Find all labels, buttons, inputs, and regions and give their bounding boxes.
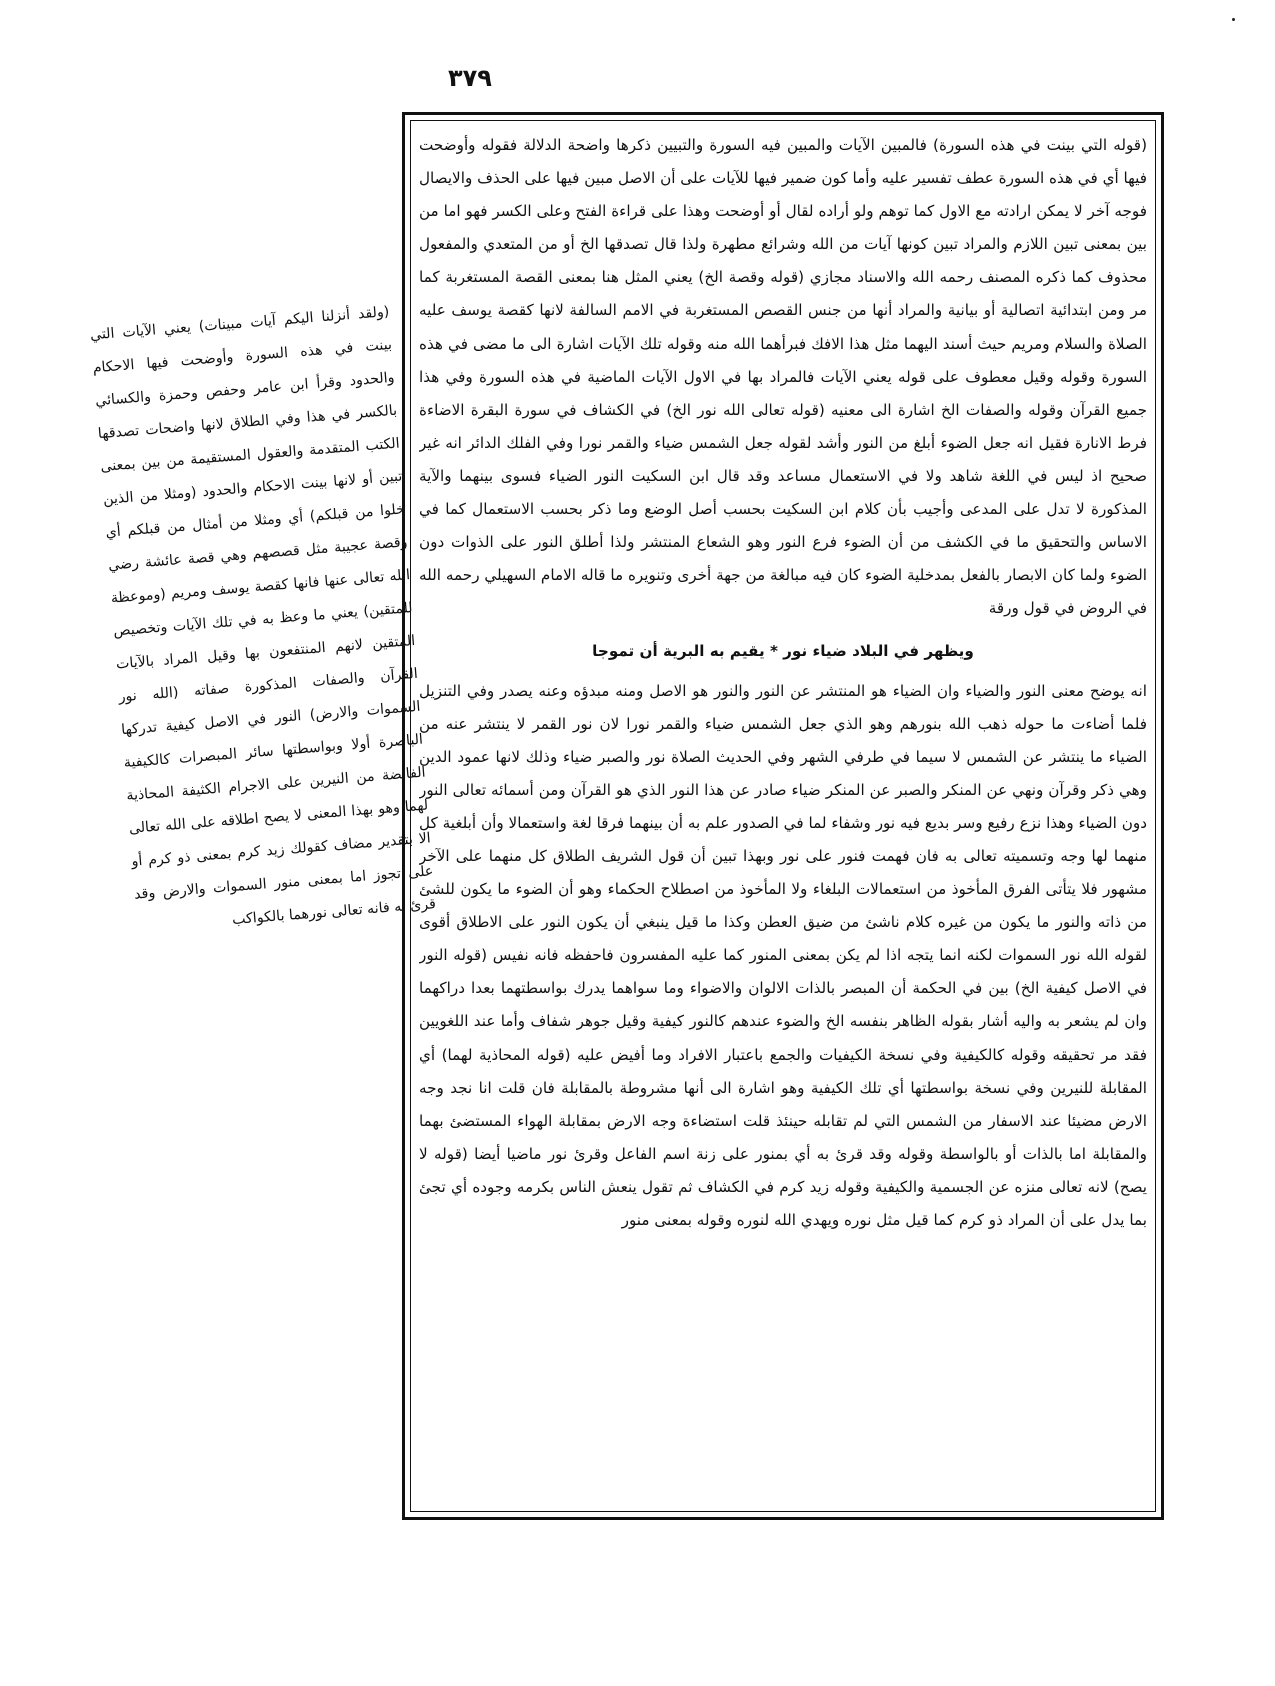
main-text-frame xyxy=(402,112,1164,1520)
main-paragraph: (قوله التي بينت في هذه السورة) فالمبين الآيات والمبين فيه السورة والتبيين ذكرها واضحة الدلالة فقوله وأوضحت فيها أي في هذه السورة عطف تفسير عليه وأما كون ضمير فيها للآيات على أن الاصل مبين فيها على الحذف والايصال فوجه آخر لا يمكن ارادته مع الاول كما توهم ولو أراده لقال أو أوضحت وهذا على قراءة الفتح وعلى الكسر فهو اما من بين بمعنى تبين اللازم والمراد تبين كونها آيات من الله وشرائع مطهرة ولذا قال تصدقها الخ أو من المتعدي والمفعول محذوف كما ذكره المصنف رحمه الله والاسناد مجازي (قوله وقصة الخ) يعني المثل هنا بمعنى القصة المستغربة كما مر ومن ابتدائية اتصالية أو بيانية والمراد أنها من جنس القصص المستغربة في الامم السالفة لانها كقصة يوسف عليه الصلاة والسلام ومريم حيث أسند اليهما مثل هذا الافك فبرأهما الله منه وقوله تلك الآيات اشارة الى ما مضى في هذه السورة وقوله وقيل معطوف على قوله يعني الآيات فالمراد بها في الاول الآيات الماضية في هذه السورة وفي هذا جميع القرآن وقوله والصفات الخ اشارة الى معنيه (قوله تعالى الله نور الخ) في الكشاف في سورة البقرة الاضاءة فرط الانارة فقيل انه جعل الضوء أبلغ من النور وأشد لقوله جعل الشمس ضياء والقمر نورا وفي الفلك الدائر انه غير صحيح اذ ليس في اللغة شاهد ولا في الاستعمال مساعد وقد قال ابن السكيت النور الضياء فسوى بينهما والآية المذكورة لا تدل على المدعى وأجيب بأن كلام ابن السكيت بحسب أصل الوضع وما ذكر بحسب الاستعمال كما في الاساس والتحقيق ما في الكشف من أن الضوء فرع النور وهو الشعاع المنتشر ولذا أطلق النور على الذوات دون الضوء ولما كان الابصار بالفعل بمدخلية الضوء كان فيه مبالغة من جهة أخرى وتنويره ما قاله الامام السهيلي رحمه الله في الروض في قول ورقة xyxy=(419,136,1147,618)
main-paragraph: انه يوضح معنى النور والضياء وان الضياء هو المنتشر عن النور والنور هو الاصل ومنه مبدؤه وعنه يصدر وفي التنزيل فلما أضاءت ما حوله ذهب الله بنورهم وهو الذي جعل الشمس ضياء والقمر نورا لان نور القمر لا ينتشر عنه من الضياء ما ينتشر عن الشمس لا سيما في طرفي الشهر وفي الحديث الصلاة نور والصبر ضياء وذلك لانها عمود الدين وهي ذكر وقرآن ونهي عن المنكر والصبر عن المنكر ضياء صادر عن هذا النور الذي هو القرآن ومن أسمائه تعالى النور دون الضياء وهذا نزع رفيع وسر بديع فيه نور وشفاء لما في الصدور علم به أن بينهما فرقا لغة واستعمالا وأن أبلغية كل منهما لها وجه وتسميته تعالى به فان فهمت فنور على نور وبهذا تبين أن قول الشريف الطلاق كل منهما على الآخر مشهور فلا يتأتى الفرق المأخوذ من استعمالات البلغاء ولا المأخوذ من اصطلاح الحكماء وهو أن الضوء ما يكون للشئ من ذاته والنور ما يكون من غيره كلام ناشئ من ضيق العطن وكذا ما قيل ينبغي أن يكون النور على الاطلاق أقوى لقوله الله نور السموات لكنه انما يتجه اذا لم يكن بمعنى المنور كما عليه المفسرون فاحفظه فانه نفيس (قوله النور في الاصل كيفية الخ) بين في الحكمة أن المبصر بالذات الالوان والاضواء وما سواهما يدرك بواسطتهما بعدا دراكهما وان لم يشعر به واليه أشار بقوله الظاهر بنفسه الخ والضوء عندهم كالنور كيفية وقيل جوهر شفاف وأما عند اللغويين فقد مر تحقيقه وقوله كالكيفية وفي نسخة الكيفيات والجمع باعتبار الافراد وما أفيض عليه (قوله المحاذية لهما) أي المقابلة للنيرين وفي نسخة بواسطتها أي تلك الكيفية وهو اشارة الى أنها مشروطة بالمقابلة فان قلت انا نجد وجه الارض مضيئا عند الاسفار من الشمس التي لم تقابله حينئذ قلت استضاءة وجه الارض بمقابلة الهواء المستضئ بهما والمقابلة اما بالذات أو بالواسطة وقوله وقد قرئ به أي بمنور على زنة اسم الفاعل وقرئ نور ماضيا أيضا (قوله لا يصح) لانه تعالى منزه عن الجسمية والكيفية وقوله زيد كرم في الكشاف ثم تقول ينعش الناس بكرمه وجوده أي تجئ بما يدل على أن المراد ذو كرم كما قيل مثل نوره ويهدي الله لنوره وقوله بمعنى منور xyxy=(419,681,1147,1229)
marginal-note xyxy=(88,296,437,1056)
marginal-note-text: (ولقد أنزلنا اليكم آيات مبينات) يعني الآيات التي بينت في هذه السورة وأوضحت فيها الاحكام والحدود وقرأ ابن عامر وحفص وحمزة والكسائي بالكسر في هذا وفي الطلاق لانها واضحات تصدقها الكتب المتقدمة والعقول المستقيمة من بين بمعنى تبين أو لانها بينت الاحكام والحدود (ومثلا من الذين خلوا من قبلكم) أي ومثلا من أمثال من قبلكم أي وقصة عجيبة مثل قصصهم وهي قصة عائشة رضي الله تعالى عنها فانها كقصة يوسف ومريم (وموعظة للمتقين) يعني ما وعظ به في تلك الآيات وتخصيص المتقين لانهم المنتفعون بها وقيل المراد بالآيات القرآن والصفات المذكورة صفاته (الله نور السموات والارض) النور في الاصل كيفية تدركها الباصرة أولا وبواسطتها سائر المبصرات كالكيفية الفائضة من النيرين على الاجرام الكثيفة المحاذية لهما وهو بهذا المعنى لا يصح اطلاقه على الله تعالى الا بتقدير مضاف كقولك زيد كرم بمعنى ذو كرم أو على تجوز اما بمعنى منور السموات والارض وقد قرئ به فانه تعالى نورهما بالكواكب xyxy=(89,303,437,929)
main-text-body xyxy=(419,129,1147,1503)
page-number: ٣٧٩ xyxy=(448,64,492,92)
poetry-verse: ويظهر في البلاد ضياء نور * يقيم به البرية أن تموجا xyxy=(592,642,974,661)
stray-dot xyxy=(1232,18,1235,21)
